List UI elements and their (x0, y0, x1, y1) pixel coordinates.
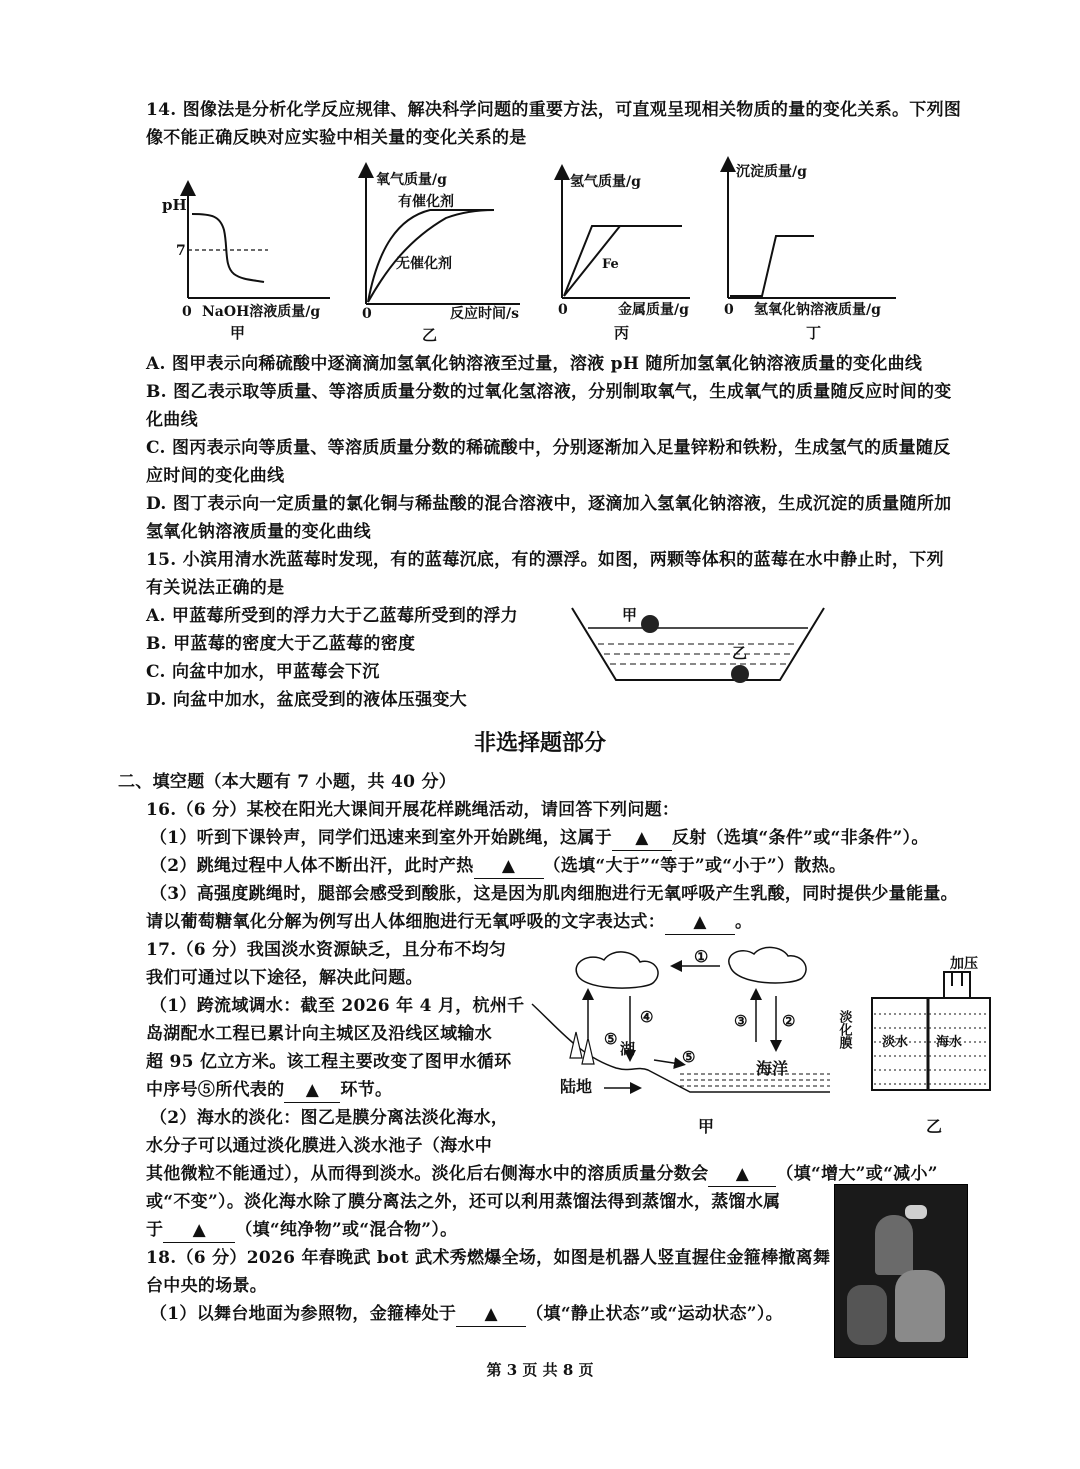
q16-part3-line1: （3）高强度跳绳时，腿部会感受到酸胀，这是因为肌肉细胞进行无氧呼吸产生乳酸，同时提供少量能量。 (150, 884, 958, 904)
q14-stem-line2: 像不能正确反映对应实验中相关量的变化关系的是 (146, 128, 527, 148)
page-footer: 第 3 页 共 8 页 (486, 1361, 594, 1379)
q14-option-d-line1: D. 图丁表示向一定质量的氯化铜与稀盐酸的混合溶液中，逐滴加入氢氧化钠溶液，生成沉淀的质量随所加 (146, 494, 952, 514)
graph-jia (162, 188, 330, 342)
graph-jia-xlabel: NaOH溶液质量/g (202, 304, 321, 320)
svg-text:⑤: ⑤ (604, 1030, 618, 1048)
q17-stem-line1: 17.（6 分）我国淡水资源缺乏，且分布不均匀 (146, 940, 507, 960)
q15-stem-line2: 有关说法正确的是 (146, 578, 285, 598)
cloud-left (576, 952, 658, 988)
q17-part2-line5: 于 ▲ （填“纯净物”或“混合物”）。 (146, 1218, 457, 1243)
q18-stem-line1: 18.（6 分）2026 年春晚武 bot 武术秀燃爆全场，如图是机器人竖直握住金箍棒撤离舞 (146, 1248, 831, 1268)
q14-stem-line1: 14. 图像法是分析化学反应规律、解决科学问题的重要方法，可直观呈现相关物质的量的变化关系。下列图 (146, 100, 962, 120)
q17-part2-line3: 其他微粒不能通过），从而得到淡水。淡化后右侧海水中的溶质质量分数会 ▲ （填“增大”或“减小” (146, 1162, 938, 1187)
graph-jia-origin: 0 (182, 304, 192, 320)
graph-yi-curve1: 有催化剂 (398, 194, 454, 210)
robot-stage-photo (834, 1184, 968, 1358)
q17-part1-line1: （1）跨流域调水：截至 2026 年 4 月，杭州千 (150, 996, 525, 1016)
graph-bing-curve: Fe (602, 257, 619, 272)
pressure-label: 加压 (950, 956, 978, 972)
graph-yi-origin: 0 (362, 306, 372, 322)
svg-text:⑤: ⑤ (682, 1048, 696, 1066)
blank-17-2[interactable]: ▲ (708, 1162, 776, 1187)
q17-stem-line2: 我们可通过以下途径，解决此问题。 (146, 968, 423, 988)
q15-stem-line1: 15. 小滨用清水洗蓝莓时发现，有的蓝莓沉底，有的漂浮。如图，两颗等体积的蓝莓在水中静止时，下列 (146, 550, 944, 570)
svg-text:陆地: 陆地 (560, 1077, 593, 1096)
graph-yi-name: 乙 (422, 326, 438, 344)
q15-basin-figure (568, 598, 830, 690)
q15-option-a: A. 甲蓝莓所受到的浮力大于乙蓝莓所受到的浮力 (146, 606, 518, 626)
graph-yi (362, 170, 520, 344)
q16-part2: （2）跳绳过程中人体不断出汗，此时产热 ▲ （选填“大于”“等于”或“小于”）散热。 (150, 854, 846, 879)
graph-jia-name: 甲 (230, 324, 246, 342)
graph-yi-xlabel: 反应时间/s (450, 306, 519, 322)
svg-text:③: ③ (734, 1012, 748, 1030)
q18-part1: （1）以舞台地面为参照物，金箍棒处于 ▲ （填“静止状态”或“运动状态”）。 (150, 1302, 783, 1327)
q14-option-a: A. 图甲表示向稀硫酸中逐滴滴加氢氧化钠溶液至过量，溶液 pH 随所加氢氧化钠溶液质量的变化曲线 (146, 354, 923, 374)
blank-16-2[interactable]: ▲ (474, 854, 544, 879)
svg-text:①: ① (694, 947, 709, 966)
graph-ding-origin: 0 (724, 302, 734, 318)
q16-part1: （1）听到下课铃声，同学们迅速来到室外开始跳绳，这属于 ▲ 反射（选填“条件”或“非条件”）。 (150, 826, 929, 851)
desalination-figure (836, 950, 1000, 1138)
graph-jia-tick7: 7 (176, 243, 186, 259)
graph-bing-name: 丙 (614, 324, 630, 342)
graph-yi-ylabel: 氧气质量/g (376, 172, 447, 188)
q17-part1-line4: 中序号⑤所代表的 ▲ 环节。 (146, 1078, 392, 1103)
q16-stem: 16.（6 分）某校在阳光大课间开展花样跳绳活动，请回答下列问题： (146, 800, 680, 820)
q15-label-yi: 乙 (732, 644, 748, 662)
section-title: 非选择题部分 (473, 730, 606, 756)
q17-part1-line3: 超 95 亿立方米。该工程主要改变了图甲水循环 (146, 1052, 512, 1072)
blank-17-1[interactable]: ▲ (284, 1078, 340, 1103)
graph-yi-curve2: 无催化剂 (396, 256, 452, 272)
q14-option-b-line2: 化曲线 (146, 410, 198, 430)
svg-text:②: ② (782, 1012, 796, 1030)
q17-part1-line2: 岛湖配水工程已累计向主城区及沿线区域输水 (146, 1024, 492, 1044)
graph-jia-ylabel: pH (162, 196, 187, 214)
desalination-name: 乙 (926, 1117, 943, 1136)
graph-ding (724, 163, 896, 342)
blank-16-1[interactable]: ▲ (612, 826, 672, 851)
q14-option-b-line1: B. 图乙表示取等质量、等溶质质量分数的过氧化氢溶液，分别制取氧气，生成氧气的质量随反应时间的变 (146, 382, 952, 402)
svg-text:④: ④ (640, 1008, 654, 1026)
fresh-water-label: 淡水 (882, 1035, 909, 1050)
graph-bing-xlabel: 金属质量/g (618, 302, 689, 318)
blank-17-3[interactable]: ▲ (163, 1218, 235, 1243)
q14-option-c-line1: C. 图丙表示向等质量、等溶质质量分数的稀硫酸中，分别逐渐加入足量锌粉和铁粉，生成氢气的质量随反 (146, 438, 951, 458)
q14-option-c-line2: 应时间的变化曲线 (146, 466, 285, 486)
blank-16-3[interactable]: ▲ (665, 910, 735, 935)
svg-text:湖: 湖 (620, 1040, 636, 1058)
blueberry-yi (731, 665, 749, 683)
water-cycle-figure (530, 946, 830, 1138)
q14-graphs (150, 158, 910, 348)
q15-option-c: C. 向盆中加水，甲蓝莓会下沉 (146, 662, 380, 682)
blank-18-1[interactable]: ▲ (456, 1302, 526, 1327)
q18-stem-line2: 台中央的场景。 (146, 1276, 268, 1296)
graph-bing-origin: 0 (558, 302, 568, 318)
graph-bing (558, 172, 690, 342)
q15-option-b: B. 甲蓝莓的密度大于乙蓝莓的密度 (146, 634, 416, 654)
q17-part2-line4: 或“不变”）。淡化海水除了膜分离法之外，还可以利用蒸馏法得到蒸馏水，蒸馏水属 (146, 1192, 781, 1212)
q15-label-jia: 甲 (622, 606, 638, 624)
graph-ding-ylabel: 沉淀质量/g (736, 164, 807, 180)
q16-part3-line2: 请以葡萄糖氧化分解为例写出人体细胞进行无氧呼吸的文字表达式： ▲ 。 (146, 910, 752, 935)
graph-ding-xlabel: 氢氧化钠溶液质量/g (754, 302, 881, 318)
svg-text:海洋: 海洋 (756, 1059, 789, 1078)
q17-part2-line2: 水分子可以通过淡化膜进入淡水池子（海水中 (146, 1136, 492, 1156)
sea-water-label: 海水 (936, 1035, 963, 1050)
cloud-right (729, 947, 806, 983)
graph-bing-ylabel: 氢气质量/g (570, 174, 641, 190)
q14-option-d-line2: 氢氧化钠溶液质量的变化曲线 (146, 522, 371, 542)
q17-part2-line1: （2）海水的淡化：图乙是膜分离法淡化海水， (150, 1108, 509, 1128)
part2-heading: 二、填空题（本大题有 7 小题，共 40 分） (118, 772, 457, 792)
blueberry-jia (641, 615, 659, 633)
water-cycle-name: 甲 (698, 1117, 715, 1136)
membrane-label: 淡化膜 (836, 1010, 852, 1049)
graph-ding-name: 丁 (806, 324, 822, 342)
q15-option-d: D. 向盆中加水，盆底受到的液体压强变大 (146, 690, 467, 710)
